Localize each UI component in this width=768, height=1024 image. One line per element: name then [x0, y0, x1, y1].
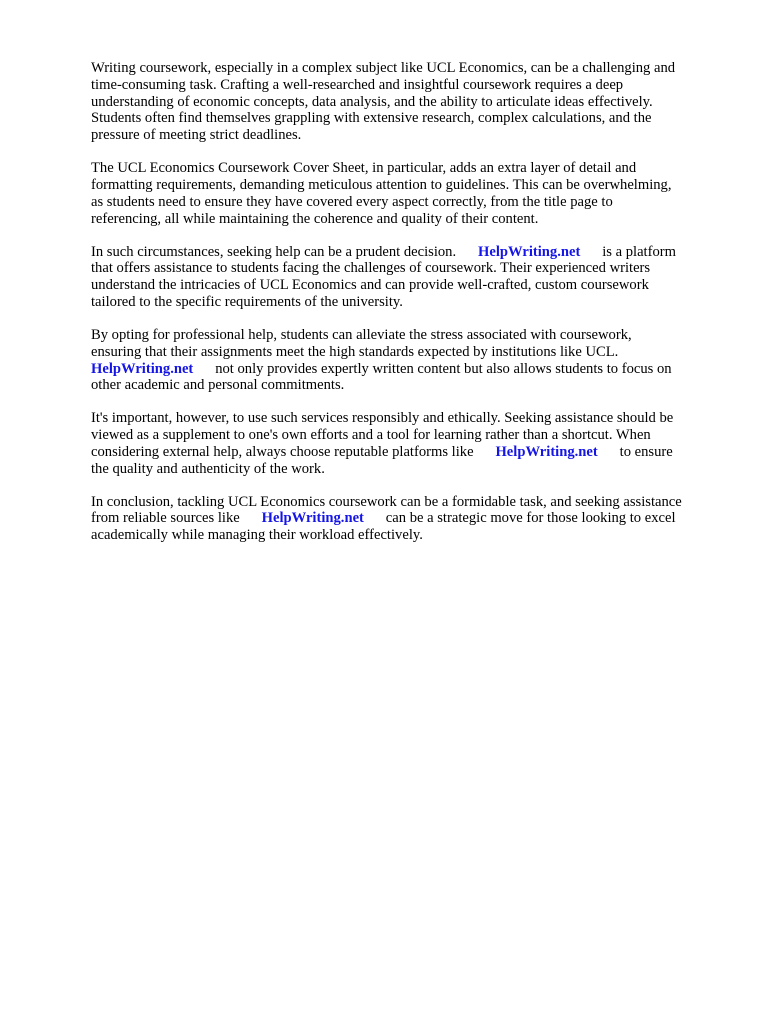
text-line: [91, 277, 721, 294]
text-line: [91, 260, 721, 277]
text-segment: formatting requirements, demanding meticulous attention to guidelines. This can be overwhelming,: [91, 176, 672, 193]
paragraph: [91, 494, 721, 544]
text-line: [91, 427, 721, 444]
text-line: [91, 244, 721, 261]
text-segment: pressure of meeting strict deadlines.: [91, 127, 302, 144]
helpwriting-link[interactable]: HelpWriting.net: [495, 443, 598, 460]
text-segment: By opting for professional help, students can alleviate the stress associated with coursework,: [91, 326, 632, 343]
text-line: [91, 410, 721, 427]
text-segment: In conclusion, tackling UCL Economics coursework can be a formidable task, and seeking assistance: [91, 493, 682, 510]
helpwriting-link[interactable]: HelpWriting.net: [478, 243, 581, 260]
text-segment: to ensure: [597, 443, 673, 460]
text-line: [91, 77, 721, 94]
paragraph: [91, 160, 721, 227]
text-line: [91, 494, 721, 511]
text-line: [91, 461, 721, 478]
text-line: [91, 361, 721, 378]
text-line: [91, 527, 721, 544]
text-segment: academically while managing their workload effectively.: [91, 527, 423, 544]
text-line: [91, 294, 721, 311]
text-line: [91, 510, 721, 527]
text-line: [91, 177, 721, 194]
paragraph: [91, 327, 721, 394]
text-segment: Writing coursework, especially in a complex subject like UCL Economics, can be a challenging and: [91, 60, 676, 76]
helpwriting-link[interactable]: HelpWriting.net: [261, 510, 364, 527]
text-segment: understanding of economic concepts, data analysis, and the ability to articulate ideas effectively.: [91, 93, 653, 110]
text-segment: viewed as a supplement to one's own efforts and a tool for learning rather than a shortcut. When: [91, 427, 651, 444]
text-segment: as students need to ensure they have covered every aspect correctly, from the title page to: [91, 193, 613, 210]
text-segment: referencing, all while maintaining the coherence and quality of their content.: [91, 210, 539, 227]
paragraph: [91, 244, 721, 311]
paragraph: [91, 60, 721, 144]
text-segment: from reliable sources like: [91, 510, 262, 527]
text-line: [91, 110, 721, 127]
document-body: [91, 60, 721, 560]
text-line: [91, 160, 721, 177]
text-segment: can be a strategic move for those looking to excel: [363, 510, 676, 527]
text-line: [91, 60, 721, 77]
text-line: [91, 94, 721, 111]
helpwriting-link[interactable]: HelpWriting.net: [91, 360, 194, 377]
text-line: [91, 444, 721, 461]
text-line: [91, 327, 721, 344]
text-line: [91, 377, 721, 394]
text-segment: other academic and personal commitments.: [91, 377, 345, 394]
text-line: [91, 194, 721, 211]
text-segment: In such circumstances, seeking help can be a prudent decision.: [91, 243, 479, 260]
text-segment: understand the intricacies of UCL Economics and can provide well-crafted, custom coursework: [91, 277, 649, 294]
text-segment: tailored to the specific requirements of the university.: [91, 293, 403, 310]
text-segment: not only provides expertly written content but also allows students to focus on: [193, 360, 672, 377]
text-segment: considering external help, always choose reputable platforms like: [91, 443, 496, 460]
text-line: [91, 211, 721, 228]
text-line: [91, 127, 721, 144]
text-line: [91, 344, 721, 361]
text-segment: is a platform: [580, 243, 676, 260]
paragraph: [91, 410, 721, 477]
text-segment: Students often find themselves grappling with extensive research, complex calculations, and the: [91, 110, 652, 127]
text-segment: The UCL Economics Coursework Cover Sheet, in particular, adds an extra layer of detail and: [91, 160, 637, 177]
text-segment: that offers assistance to students facing the challenges of coursework. Their experienced writers: [91, 260, 651, 277]
text-segment: the quality and authenticity of the work.: [91, 460, 325, 477]
text-segment: It's important, however, to use such services responsibly and ethically. Seeking assistance should be: [91, 410, 674, 427]
text-segment: time-consuming task. Crafting a well-researched and insightful coursework requires a deep: [91, 76, 624, 93]
text-segment: ensuring that their assignments meet the high standards expected by institutions like UCL.: [91, 343, 619, 360]
